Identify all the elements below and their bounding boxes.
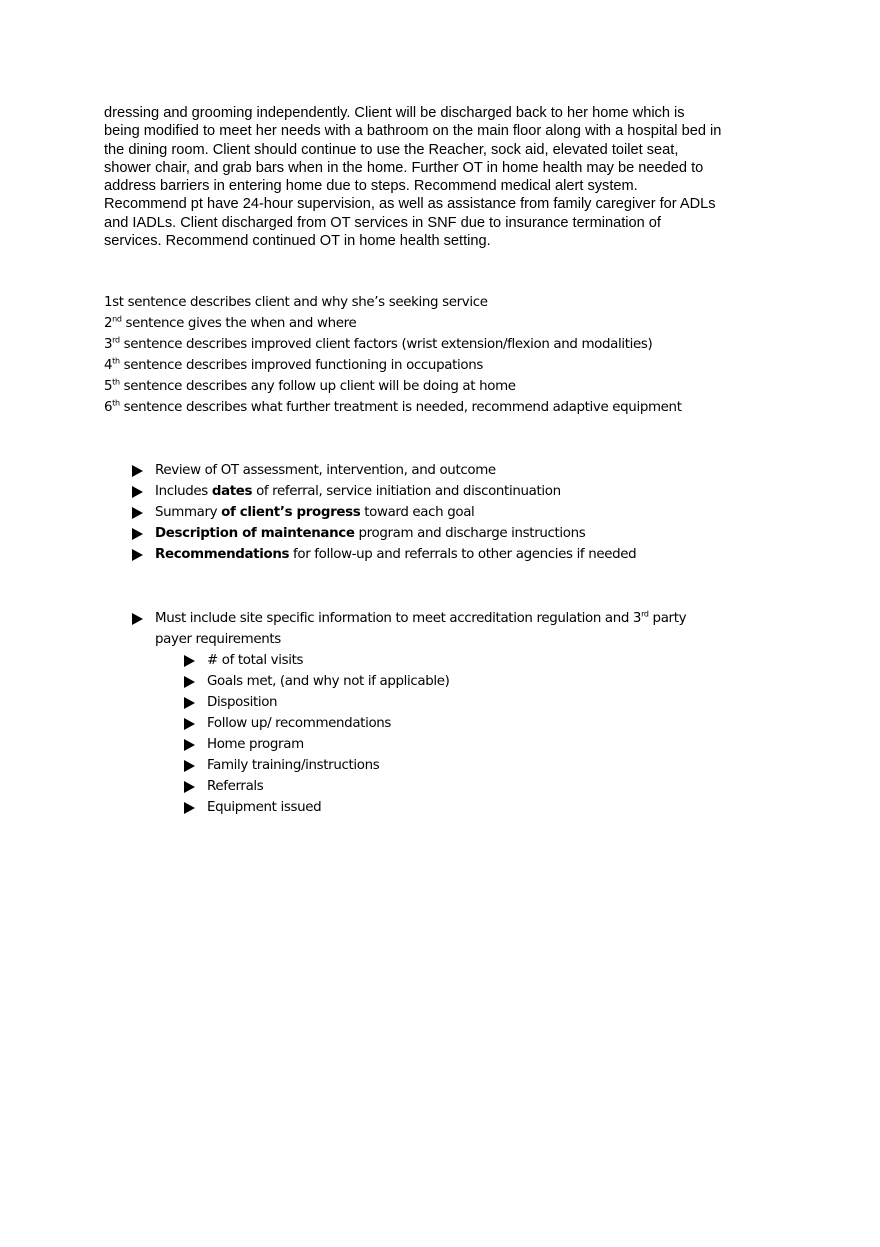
triangle-bullet-icon: [132, 507, 143, 519]
triangle-bullet-icon: [184, 760, 195, 772]
ordinal: 5: [104, 379, 113, 394]
item-text: toward each goal: [360, 505, 475, 520]
sub-list-item: [184, 713, 686, 734]
paragraph-line: and IADLs. Client discharged from OT services in SNF due to insurance termination of: [104, 214, 661, 231]
item-text: Disposition: [207, 695, 278, 710]
item-text: Referrals: [207, 779, 264, 794]
paragraph-line: Recommend pt have 24-hour supervision, as well as assistance from family caregiver for ADLs: [104, 196, 716, 213]
paragraph-line: address barriers in entering home due to steps. Recommend medical alert system.: [104, 178, 638, 195]
triangle-bullet-icon: [184, 697, 195, 709]
sentence-note: [104, 313, 682, 334]
note-text: sentence describes what further treatment is needed, recommend adaptive equipment: [119, 400, 682, 415]
item-bold-text: Description of maintenance: [155, 526, 355, 541]
discharge-summary-paragraph: [104, 104, 721, 250]
item-bold-text: dates: [211, 484, 253, 499]
sentence-note: [104, 355, 682, 376]
list-item: [132, 608, 686, 629]
superscript: nd: [112, 314, 122, 324]
triangle-bullet-icon: [132, 486, 143, 498]
requirement-text: party: [648, 611, 687, 626]
sub-list-item: [184, 692, 686, 713]
triangle-bullet-icon: [184, 655, 195, 667]
superscript: th: [112, 356, 120, 366]
sentence-explanations: [104, 292, 682, 418]
triangle-bullet-icon: [184, 802, 195, 814]
item-text: Follow up/ recommendations: [207, 716, 392, 731]
paragraph-line: dressing and grooming independently. Client will be discharged back to her home which is: [104, 105, 685, 121]
item-text: Summary: [155, 505, 222, 520]
superscript: th: [112, 377, 120, 387]
triangle-bullet-icon: [132, 465, 143, 477]
ordinal: 6: [104, 400, 113, 415]
item-text: Family training/instructions: [207, 758, 380, 773]
item-text: Equipment issued: [207, 800, 322, 815]
requirement-text: Must include site specific information to meet accreditation regulation and 3: [155, 611, 642, 626]
paragraph-line: shower chair, and grab bars when in the home. Further OT in home health may be needed to: [104, 159, 704, 176]
note-text: sentence gives the when and where: [121, 316, 357, 331]
triangle-bullet-icon: [184, 739, 195, 751]
item-text: Goals met, (and why not if applicable): [207, 674, 450, 689]
superscript: rd: [641, 609, 649, 619]
sentence-note: [104, 334, 682, 355]
note-text: sentence describes any follow up client will be doing at home: [119, 379, 516, 394]
item-text: Review of OT assessment, intervention, and outcome: [155, 463, 496, 478]
requirement-sub-list: [184, 650, 686, 818]
paragraph-line: being modified to meet her needs with a bathroom on the main floor along with a hospital bed in: [104, 123, 722, 140]
ordinal: 3: [104, 337, 113, 352]
note-text: sentence describes improved client factors (wrist extension/flexion and modalities): [119, 337, 653, 352]
triangle-bullet-icon: [184, 718, 195, 730]
superscript: th: [112, 398, 120, 408]
note-text: sentence describes client and why she’s seeking service: [123, 295, 488, 310]
item-text: Home program: [207, 737, 304, 752]
paragraph-line: the dining room. Client should continue to use the Reacher, sock aid, elevated toilet seat,: [104, 141, 679, 158]
triangle-bullet-icon: [132, 613, 143, 625]
triangle-bullet-icon: [184, 781, 195, 793]
list-item: [132, 523, 636, 544]
discharge-elements-list: [132, 460, 636, 565]
requirements-list: [132, 608, 686, 818]
ordinal: 4: [104, 358, 113, 373]
sub-list-item: [184, 734, 686, 755]
list-item: [132, 544, 636, 565]
item-text: of referral, service initiation and discontinuation: [252, 484, 561, 499]
item-text: for follow-up and referrals to other agencies if needed: [289, 547, 637, 562]
sub-list-item: [184, 776, 686, 797]
sentence-note: [104, 376, 682, 397]
sentence-note: [104, 292, 682, 313]
triangle-bullet-icon: [132, 549, 143, 561]
item-text: program and discharge instructions: [354, 526, 586, 541]
sub-list-item: [184, 755, 686, 776]
item-bold-text: Recommendations: [155, 547, 290, 562]
sub-list-item: [184, 650, 686, 671]
paragraph-line: services. Recommend continued OT in home health setting.: [104, 233, 491, 250]
superscript: rd: [112, 335, 120, 345]
sub-list-item: [184, 797, 686, 818]
requirement-text-continued: payer requirements: [155, 632, 281, 647]
item-text: Includes: [155, 484, 212, 499]
item-text: # of total visits: [207, 653, 304, 668]
sub-list-item: [184, 671, 686, 692]
list-item: [132, 460, 636, 481]
ordinal: 2: [104, 316, 113, 331]
item-bold-text: of client’s progress: [221, 505, 361, 520]
triangle-bullet-icon: [132, 528, 143, 540]
sentence-note: [104, 397, 682, 418]
list-item: [132, 481, 636, 502]
list-item: [132, 502, 636, 523]
ordinal: 1st: [104, 295, 124, 310]
triangle-bullet-icon: [184, 676, 195, 688]
note-text: sentence describes improved functioning in occupations: [119, 358, 483, 373]
